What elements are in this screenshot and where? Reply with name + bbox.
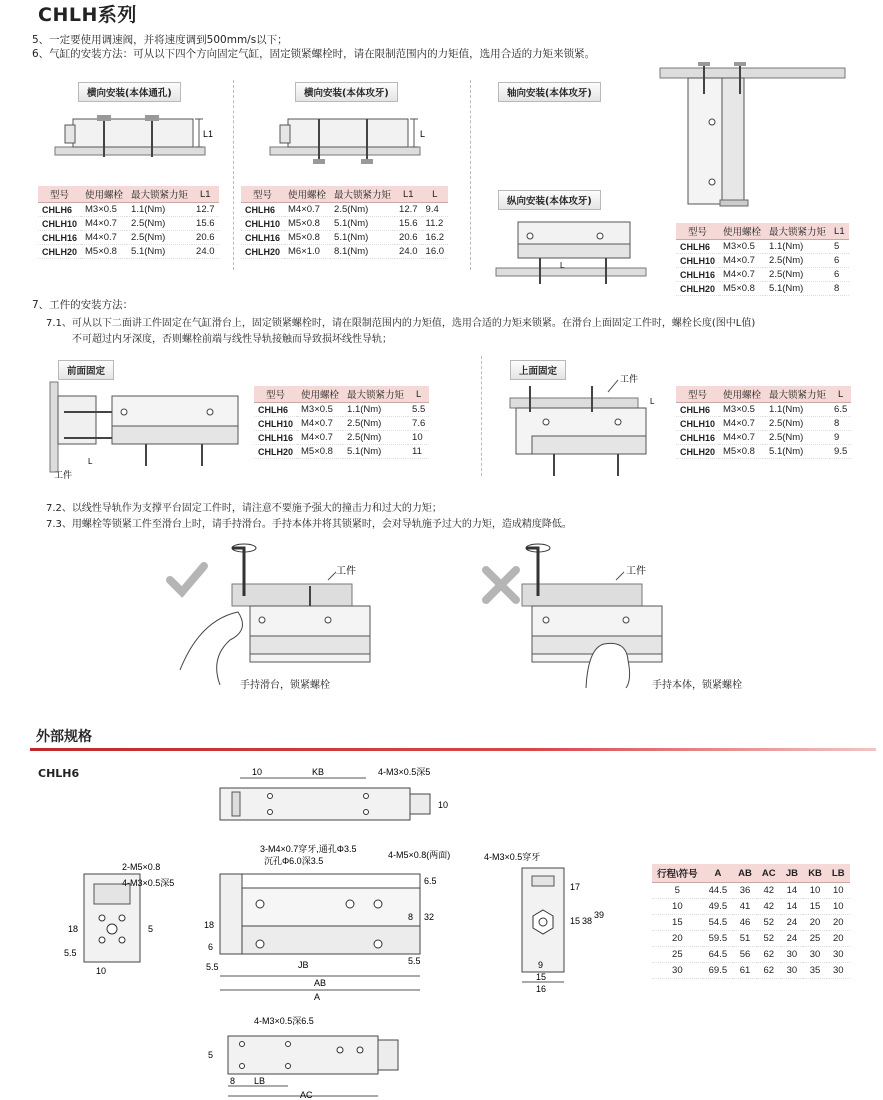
front-counterbore: 沉孔Φ6.0深3.5 <box>264 856 324 866</box>
mount-lateral-through-tag: 横向安装(本体通孔) <box>78 82 181 102</box>
longitudinal-table: 型号 使用螺栓 最大锁紧力矩 L1 CHLH6 M3×0.5 1.1(Nm) 5 CHLH10 M4×0.7 2.5(Nm) 6 CHLH16 M4×0.7 2.5(Nm) 6 CHLH20 M5×0.8 5.1(Nm) 8 <box>676 223 849 296</box>
left-m5: 2-M5×0.8 <box>122 862 161 872</box>
mount-longitudinal-tag: 纵向安装(本体攻牙) <box>498 190 601 210</box>
lateral-through-dim-label: L1 <box>203 129 214 139</box>
bottom-ac: AC <box>300 1090 313 1100</box>
front-65: 6.5 <box>424 876 437 886</box>
table-row: CHLH20 M5×0.8 5.1(Nm) 9.5 <box>676 445 851 459</box>
table-row: CHLH10 M5×0.8 5.1(Nm) 15.6 11.2 <box>241 217 448 231</box>
longitudinal-dim-label: L <box>560 261 565 270</box>
model-label: CHLH6 <box>38 767 80 780</box>
left-m3: 4-M3×0.5深5 <box>122 878 175 888</box>
bottom-8: 8 <box>230 1076 236 1086</box>
note-7-1a: 7.1、可从以下二面讲工件固定在气缸滑台上，固定锁紧螺栓时，请在限制范围内的力矩值，选用合适的力矩来锁紧。在滑台上面固定工件时，螺栓长度(图中L值) <box>46 318 756 329</box>
top-dim-kb: KB <box>312 767 325 777</box>
wrong-part-label: 工件 <box>626 566 646 577</box>
table-row: CHLH6 M3×0.5 1.1(Nm) 5 <box>676 240 849 254</box>
side-m3: 4-M3×0.5穿牙 <box>484 852 541 862</box>
front-fixed-table: 型号 使用螺栓 最大锁紧力矩 L CHLH6 M3×0.5 1.1(Nm) 5.5 CHLH10 M4×0.7 2.5(Nm) 7.6 CHLH16 M4×0.7 2.5(Nm) 10 CHLH20 M5×0.8 5.1(Nm) 11 <box>254 386 429 459</box>
divider <box>481 356 482 476</box>
front-view-drawing <box>200 840 451 1010</box>
front-32: 32 <box>424 912 435 922</box>
front-fixed-part-label: 工件 <box>54 470 73 480</box>
front-55: 5.5 <box>206 962 219 972</box>
front-18: 18 <box>204 920 215 930</box>
lateral-tapped-table: 型号 使用螺栓 最大锁紧力矩 L1 L CHLH6 M4×0.7 2.5(Nm) 12.7 9.4 CHLH10 M5×0.8 5.1(Nm) 15.6 11.2 CHLH16 M5×0.8 5.1(Nm) 20.6 16.2 CHLH20 M6×1.0 8.1(Nm) 24.0 16.0 <box>241 186 448 259</box>
lateral-through-diagram <box>55 105 215 165</box>
bottom-lb: LB <box>254 1076 266 1086</box>
front-ab: AB <box>314 978 327 988</box>
side-9: 9 <box>538 960 544 970</box>
table-row: CHLH20 M5×0.8 5.1(Nm) 11 <box>254 445 429 459</box>
table-row: CHLH16 M4×0.7 2.5(Nm) 6 <box>676 268 849 282</box>
side-17: 17 <box>570 882 581 892</box>
left-view-drawing <box>62 860 192 980</box>
table-row: CHLH6 M3×0.5 1.1(Nm) 6.5 <box>676 403 851 417</box>
table-row: CHLH10 M4×0.7 2.5(Nm) 6 <box>676 254 849 268</box>
top-holes: 4-M3×0.5深5 <box>378 767 431 777</box>
front-8: 8 <box>408 912 414 922</box>
left-10: 10 <box>96 966 107 976</box>
left-55: 5.5 <box>64 948 77 958</box>
check-icon <box>170 566 204 592</box>
table-row: 25 64.5 56 62 30 30 30 <box>652 947 850 963</box>
bottom-view-drawing <box>200 1014 420 1100</box>
table-row: 5 44.5 36 42 14 10 10 <box>652 883 850 899</box>
correct-part-label: 工件 <box>336 566 356 577</box>
section-rule <box>30 748 876 751</box>
top-dim-h10: 10 <box>438 800 449 810</box>
top-fixed-dim-label: L <box>650 397 655 406</box>
table-row: CHLH16 M5×0.8 5.1(Nm) 20.6 16.2 <box>241 231 448 245</box>
front-a: A <box>314 992 321 1002</box>
divider <box>470 80 471 270</box>
front-55r: 5.5 <box>408 956 421 966</box>
side-16: 16 <box>536 984 547 994</box>
table-row: CHLH6 M3×0.5 1.1(Nm) 5.5 <box>254 403 429 417</box>
bottom-holes: 4-M3×0.5深6.5 <box>254 1016 314 1026</box>
section-title: 外部规格 <box>36 729 92 745</box>
table-row: 20 59.5 51 52 24 25 20 <box>652 931 850 947</box>
table-row: CHLH10 M4×0.7 2.5(Nm) 7.6 <box>254 417 429 431</box>
table-row: CHLH6 M3×0.5 1.1(Nm) 12.7 <box>38 203 219 217</box>
axial-diagram <box>660 62 860 212</box>
note-7-2: 7.2、以线性导轨作为支撑平台固定工件时，请注意不要施予强大的撞击力和过大的力矩； <box>46 503 442 514</box>
side-39: 39 <box>594 910 605 920</box>
side-38: 38 <box>582 916 593 926</box>
top-fixed-diagram <box>500 372 670 480</box>
top-dim-10: 10 <box>252 767 263 777</box>
front-jb: JB <box>298 960 309 970</box>
dims-table: 行程\符号 A AB AC JB KB LB 5 44.5 36 42 14 10 10 10 49.5 41 42 14 15 10 15 54.5 46 52 24 20 20 20 59.5 51 52 24 25 20 25 64.5 56 62 30 30 30 30 69.5 61 62 30 35 30 <box>652 864 850 979</box>
front-fixed-tag: 前面固定 <box>58 360 114 380</box>
mount-axial-tag: 轴向安装(本体攻牙) <box>498 82 601 102</box>
longitudinal-diagram <box>496 212 656 292</box>
side-15b: 15 <box>536 972 547 982</box>
left-18: 18 <box>68 924 79 934</box>
side-view-drawing <box>482 846 612 996</box>
left-5: 5 <box>148 924 154 934</box>
table-row: 10 49.5 41 42 14 15 10 <box>652 899 850 915</box>
side-15: 15 <box>570 916 581 926</box>
hand-wrong-diagram <box>476 540 706 690</box>
bottom-5: 5 <box>208 1050 214 1060</box>
front-6: 6 <box>208 942 214 952</box>
lateral-tapped-diagram <box>270 105 440 165</box>
note-5: 5、一定要使用调速阀，并将速度调到500mm/s以下； <box>32 34 288 46</box>
mount-lateral-tapped-tag: 横向安装(本体攻牙) <box>295 82 398 102</box>
note-6: 6、气缸的安装方法：可从以下四个方向固定气缸，固定锁紧螺栓时，请在限制范围内的力矩值，选用合适的力矩来锁紧。 <box>32 48 596 60</box>
cross-icon <box>486 570 516 600</box>
table-row: 30 69.5 61 62 30 35 30 <box>652 963 850 979</box>
note-7: 7、工件的安装方法： <box>32 299 134 311</box>
top-fixed-part-label: 工件 <box>620 374 639 384</box>
hand-correct-diagram <box>160 540 390 690</box>
front-fixed-dim-label: L <box>88 457 93 466</box>
top-fixed-table: 型号 使用螺栓 最大锁紧力矩 L CHLH6 M3×0.5 1.1(Nm) 6.5 CHLH10 M4×0.7 2.5(Nm) 8 CHLH16 M4×0.7 2.5(Nm) 9 CHLH20 M5×0.8 5.1(Nm) 9.5 <box>676 386 851 459</box>
divider <box>233 80 234 270</box>
table-row: CHLH20 M6×1.0 8.1(Nm) 24.0 16.0 <box>241 245 448 259</box>
table-row: CHLH20 M5×0.8 5.1(Nm) 8 <box>676 282 849 296</box>
top-view-drawing <box>200 764 460 834</box>
note-7-1b: 不可超过内牙深度，否则螺栓前端与线性导轨接触而导致损坏线性导轨； <box>72 334 392 345</box>
lateral-tapped-dim-label: L <box>420 129 426 139</box>
series-title: CHLH系列 <box>38 4 137 26</box>
table-row: CHLH6 M4×0.7 2.5(Nm) 12.7 9.4 <box>241 203 448 217</box>
front-3m4: 3-M4×0.7穿牙,通孔Φ3.5 <box>260 844 357 854</box>
table-row: CHLH10 M4×0.7 2.5(Nm) 15.6 <box>38 217 219 231</box>
top-fixed-tag: 上面固定 <box>510 360 566 380</box>
wrong-caption: 手持本体，锁紧螺栓 <box>652 680 742 691</box>
lateral-through-table: 型号 使用螺栓 最大锁紧力矩 L1 CHLH6 M3×0.5 1.1(Nm) 12.7 CHLH10 M4×0.7 2.5(Nm) 15.6 CHLH16 M4×0.7 2.5(Nm) 20.6 CHLH20 M5×0.8 5.1(Nm) 24.0 <box>38 186 219 259</box>
table-row: 15 54.5 46 52 24 20 20 <box>652 915 850 931</box>
table-row: CHLH20 M5×0.8 5.1(Nm) 24.0 <box>38 245 219 259</box>
front-fixed-diagram <box>50 382 250 482</box>
table-row: CHLH16 M4×0.7 2.5(Nm) 9 <box>676 431 851 445</box>
front-m5: 4-M5×0.8(两面) <box>388 850 451 860</box>
correct-caption: 手持滑台，锁紧螺栓 <box>240 680 330 691</box>
note-7-3: 7.3、用螺栓等锁紧工件至滑台上时，请手持滑台。手持本体并将其锁紧时，会对导轨施予过大的力矩，造成精度降低。 <box>46 519 572 530</box>
table-row: CHLH16 M4×0.7 2.5(Nm) 20.6 <box>38 231 219 245</box>
table-row: CHLH10 M4×0.7 2.5(Nm) 8 <box>676 417 851 431</box>
table-row: CHLH16 M4×0.7 2.5(Nm) 10 <box>254 431 429 445</box>
